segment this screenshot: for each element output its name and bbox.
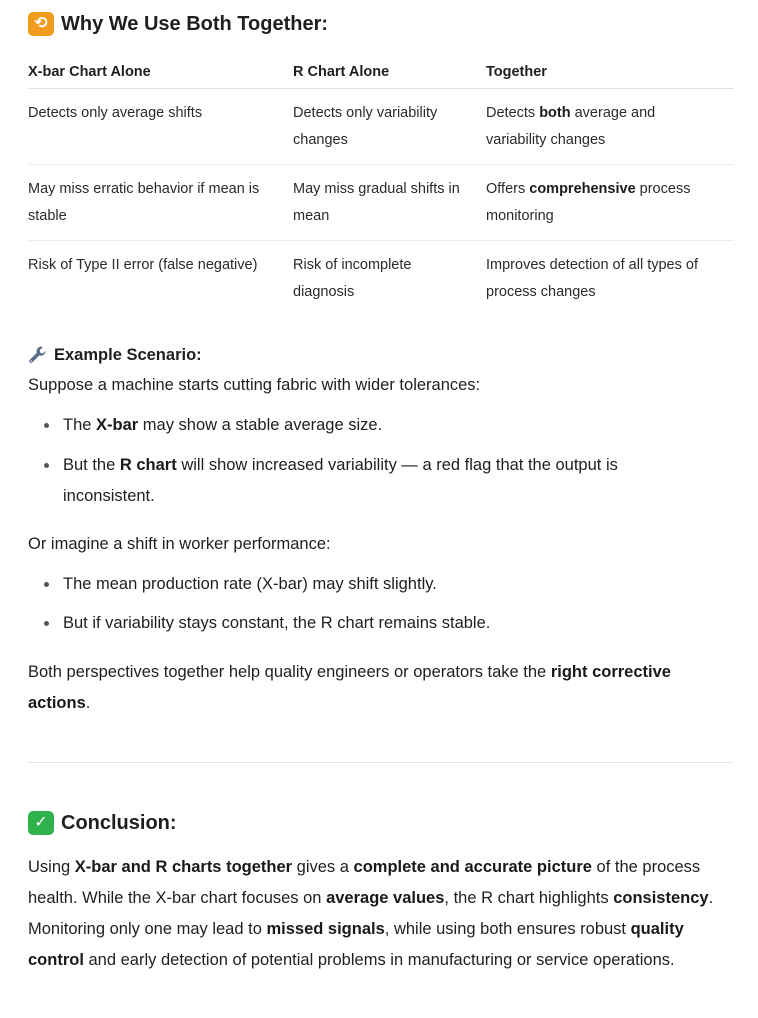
cell-bold-text: both [539,105,571,121]
paragraph-text: of the process health. While the X-bar chart focuses on [28,858,701,907]
list-item-text: may show a stable average size. [138,416,383,434]
cell-r: Risk of incomplete diagnosis [293,257,412,300]
cell-bold-text: comprehensive [529,181,636,197]
wrench-icon [28,345,48,365]
list-item: The mean production rate (X-bar) may shift slightly. [28,569,678,600]
conclusion-title: Conclusion: [61,811,177,834]
cell-text: Detects [486,105,540,121]
cell-together [486,165,734,241]
example-scenario-title: Example Scenario: [54,346,202,364]
list-item-text: The [63,416,97,434]
paragraph-bold: complete and accurate picture [353,858,592,876]
list-item [28,450,678,512]
paragraph-bold: X-bar and R charts together [74,858,293,876]
paragraph-text: Using [28,858,75,876]
paragraph-text: Both perspectives together help quality engineers or operators take the [28,663,551,681]
cell-together [486,89,734,165]
cell-xbar: Detects only average shifts [28,89,293,165]
repeat-icon: ⟲ [28,12,54,36]
scenario-intro-2: Or imagine a shift in worker performance: [28,535,331,553]
table-row [28,241,734,317]
table-row [28,165,734,241]
paragraph-text: . [85,694,91,712]
paragraph-text: , the R chart highlights [444,889,614,907]
conclusion-paragraph [28,852,728,976]
check-mark-icon: ✓ [28,811,54,835]
why-both-heading [28,12,328,36]
table-row [28,89,734,165]
example-scenario-heading [28,340,202,370]
cell-xbar: May miss erratic behavior if mean is stable [28,165,293,241]
scenario-closing [28,657,728,719]
scenario-bullet-list [28,410,678,512]
paragraph-bold: consistency [613,889,709,907]
list-item-bold: X-bar [96,416,139,434]
header-together: Together [486,56,734,89]
paragraph-bold: right corrective actions [28,663,671,712]
scenario-intro: Suppose a machine starts cutting fabric with wider tolerances: [28,376,481,394]
paragraph-text: gives a [292,858,354,876]
list-item: But if variability stays constant, the R chart remains stable. [28,608,678,639]
header-xbar: X-bar Chart Alone [28,56,293,89]
scenario-bullet-list-2 [28,569,678,639]
cell-text: Offers [486,181,530,197]
list-item [28,410,678,441]
header-r: R Chart Alone [293,56,486,89]
section-divider [28,762,734,763]
cell-r: May miss gradual shifts in mean [293,165,486,241]
list-item-text: will show increased variability — a red flag that the output is inconsistent. [63,456,618,505]
paragraph-text: . Monitoring only one may lead to [28,889,714,938]
list-item-bold: R chart [119,456,177,474]
cell-xbar: Risk of Type II error (false negative) [28,257,258,273]
cell-text: average and variability changes [486,105,656,148]
why-both-title: Why We Use Both Together: [61,12,329,35]
table-header-row [28,56,734,89]
paragraph-bold: quality control [28,920,684,969]
cell-r: Detects only variability changes [293,89,486,165]
cell-text: process monitoring [486,181,691,224]
paragraph-bold: missed signals [266,920,385,938]
cell-together: Improves detection of all types of process changes [486,257,698,300]
list-item-text: But the [63,456,120,474]
comparison-table [28,56,734,316]
paragraph-text: , while using both ensures robust [384,920,631,938]
paragraph-text: and early detection of potential problems in manufacturing or service operations. [83,951,675,969]
paragraph-bold: average values [326,889,445,907]
conclusion-heading [28,811,177,835]
